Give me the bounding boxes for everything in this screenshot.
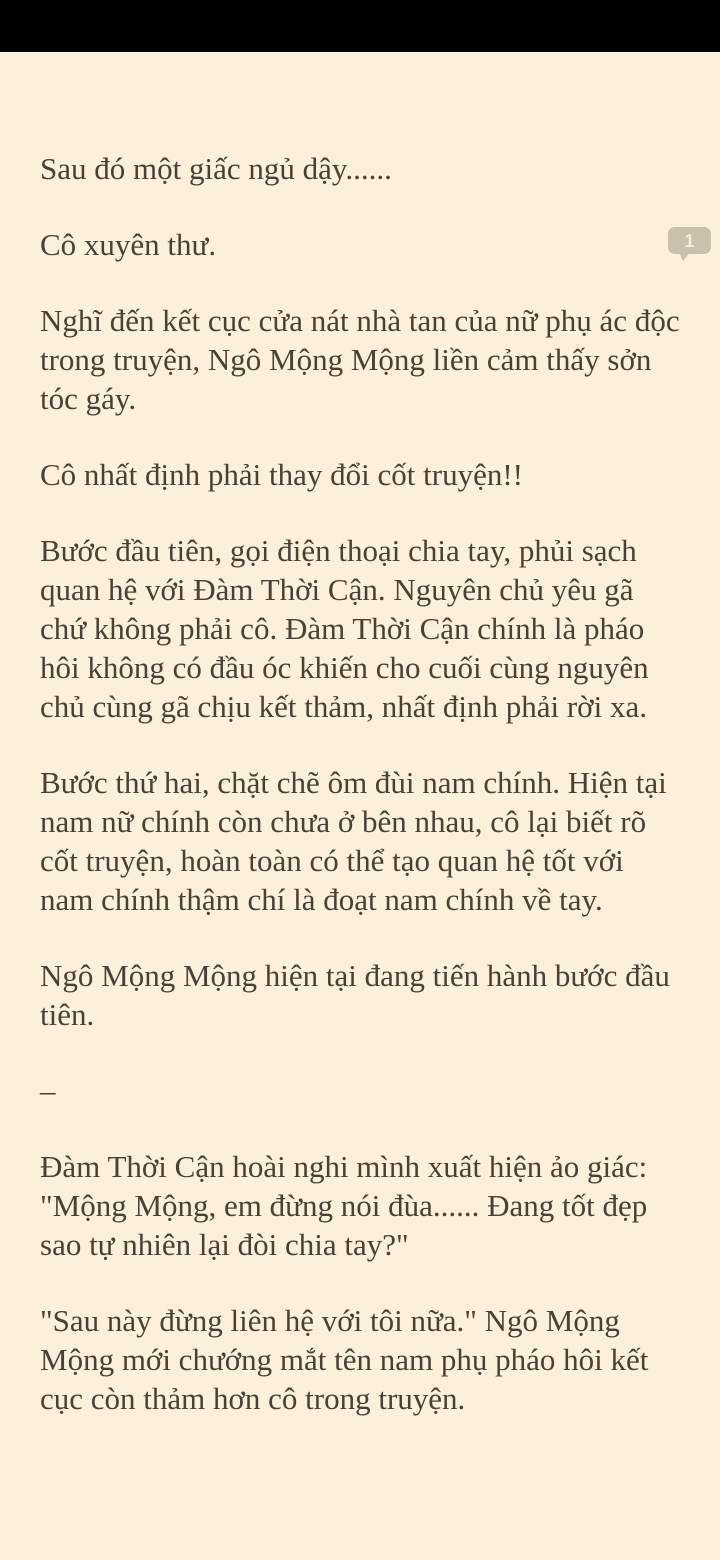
paragraph: Bước thứ hai, chặt chẽ ôm đùi nam chính. Hiện tại nam nữ chính còn chưa ở bên nhau, cô lại biết rõ cốt truyện, hoàn toàn có thể tạo quan hệ tốt với nam chính thậm chí là đoạt nam chính về tay. [40, 765, 667, 917]
paragraph: Ngô Mộng Mộng hiện tại đang tiến hành bước đầu tiên. [40, 958, 670, 1032]
paragraph-with-comment [40, 225, 695, 264]
paragraph: Nghĩ đến kết cục cửa nát nhà tan của nữ phụ ác độc trong truyện, Ngô Mộng Mộng liền cảm thấy sởn tóc gáy. [40, 303, 680, 416]
reader-page [0, 52, 720, 1418]
paragraph: "Sau này đừng liên hệ với tôi nữa." Ngô Mộng Mộng mới chướng mắt tên nam phụ pháo hôi kết cục còn thảm hơn cô trong truyện. [40, 1303, 649, 1416]
separator-dash: – [40, 1073, 56, 1108]
top-bar [0, 0, 720, 52]
paragraph: Bước đầu tiên, gọi điện thoại chia tay, phủi sạch quan hệ với Đàm Thời Cận. Nguyên chủ yêu gã chứ không phải cô. Đàm Thời Cận chính là pháo hôi không có đầu óc khiến cho cuối cùng nguyên chủ cùng gã chịu kết thảm, nhất định phải rời xa. [40, 533, 649, 724]
paragraph: Cô xuyên thư. [40, 227, 217, 262]
paragraph: Đàm Thời Cận hoài nghi mình xuất hiện ảo giác: "Mộng Mộng, em đừng nói đùa...... Đang tốt đẹp sao tự nhiên lại đòi chia tay?" [40, 1149, 648, 1262]
paragraph: Cô nhất định phải thay đổi cốt truyện!! [40, 457, 523, 492]
comment-count-badge[interactable] [668, 227, 711, 254]
comment-count: 1 [684, 230, 695, 251]
paragraph: Sau đó một giấc ngủ dậy...... [40, 151, 392, 186]
